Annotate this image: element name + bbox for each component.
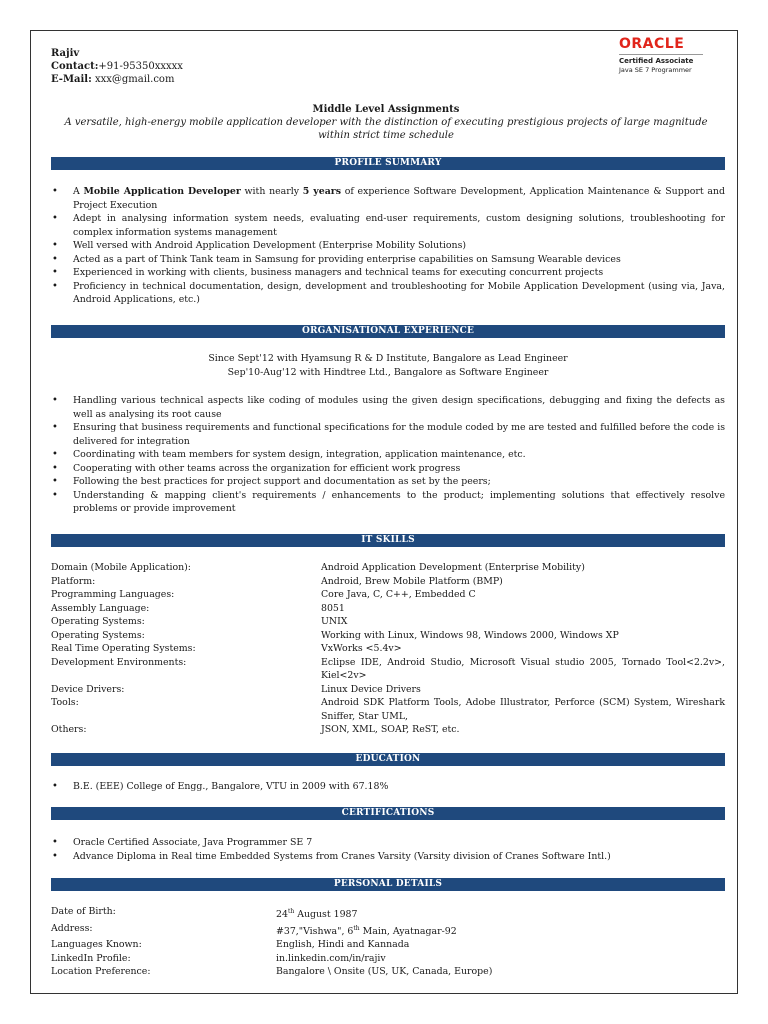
- section-header-personal-details: PERSONAL DETAILS: [51, 878, 725, 891]
- tagline-title: Middle Level Assignments: [312, 104, 460, 115]
- candidate-name: Rajiv: [51, 48, 80, 59]
- personal-row-location: Location Preference: Bangalore \ Onsite (US, UK, Canada, Europe): [51, 966, 493, 978]
- list-item: • Coordinating with team members for system design, integration, application maintenance, etc.: [51, 448, 725, 462]
- section-header-it-skills: IT SKILLS: [51, 534, 725, 547]
- list-item: • Understanding & mapping client's requirements / enhancements to the product; implementing solutions that effectively resolve problems or provide improvement: [51, 489, 725, 516]
- skill-row: Real Time Operating Systems: VxWorks <5.4v>: [51, 643, 402, 654]
- profile-summary-list: [51, 185, 725, 307]
- role-line: Since Sept'12 with Hyamsung R & D Institute, Bangalore as Lead Engineer: [208, 353, 568, 364]
- experience-roles: [51, 352, 725, 379]
- tagline-text: A versatile, high-energy mobile application developer with the distinction of executing prestigious projects of large magnitude within strict time schedule: [64, 117, 708, 141]
- section-header-organisational-experience: ORGANISATIONAL EXPERIENCE: [51, 325, 725, 338]
- contact-value: +91-95350xxxxx: [98, 61, 183, 72]
- skill-row: Others: JSON, XML, SOAP, ReST, etc.: [51, 724, 460, 735]
- contact-label: Contact:: [51, 61, 99, 72]
- education-list: [51, 780, 725, 794]
- list-item: • Adept in analysing information system needs, evaluating end-user requirements, custom designing solutions, troubleshooting for complex information systems management: [51, 212, 725, 239]
- resume-page: [30, 30, 738, 994]
- logo-divider: [619, 54, 703, 55]
- oracle-logo-word: ORACLE: [619, 36, 685, 52]
- personal-row-dob: Date of Birth: 24th August 1987: [51, 906, 358, 921]
- skill-row: Operating Systems: UNIX: [51, 616, 348, 627]
- tagline: [51, 103, 721, 142]
- list-item: • B.E. (EEE) College of Engg., Bangalore, VTU in 2009 with 67.18%: [51, 780, 725, 794]
- list-item: • A Mobile Application Developer with nearly 5 years of experience Software Development, Application Maintenance & Support and Project Execution: [51, 185, 725, 212]
- list-item: • Handling various technical aspects like coding of modules using the given design specifications, debugging and fixing the defects as well as analysing its root cause: [51, 394, 725, 421]
- email-label: E-Mail:: [51, 74, 92, 85]
- linkedin-link[interactable]: in.linkedin.com/in/rajiv: [276, 952, 386, 964]
- it-skills-table: [51, 561, 725, 737]
- oracle-certification-logo: [619, 37, 715, 75]
- skill-row: Tools: Android SDK Platform Tools, Adobe Illustrator, Perforce (SCM) System, Wireshark Sniffer, Star UML,: [51, 697, 725, 722]
- personal-details-table: [51, 905, 725, 979]
- skill-row: Programming Languages: Core Java, C, C++, Embedded C: [51, 589, 476, 600]
- list-item: • Proficiency in technical documentation, design, development and troubleshooting for Mobile Application Development (using via, Java, Android Applications, etc.): [51, 280, 725, 307]
- skill-row: Device Drivers: Linux Device Drivers: [51, 683, 421, 695]
- list-item: • Experienced in working with clients, business managers and technical teams for executing concurrent projects: [51, 266, 725, 280]
- personal-row-languages: Languages Known: English, Hindi and Kannada: [51, 939, 410, 951]
- list-item: • Oracle Certified Associate, Java Programmer SE 7: [51, 836, 725, 850]
- section-header-certifications: CERTIFICATIONS: [51, 807, 725, 820]
- list-item: • Following the best practices for project support and documentation as set by the peers;: [51, 475, 725, 489]
- skill-row: Operating Systems: Working with Linux, Windows 98, Windows 2000, Windows XP: [51, 629, 619, 641]
- list-item: • Advance Diploma in Real time Embedded Systems from Cranes Varsity (Varsity division of Cranes Software Intl.): [51, 850, 725, 864]
- contact-header: [51, 47, 183, 86]
- section-header-education: EDUCATION: [51, 753, 725, 766]
- certifications-list: [51, 836, 725, 863]
- role-line: Sep'10-Aug'12 with Hindtree Ltd., Bangalore as Software Engineer: [227, 366, 549, 378]
- list-item: • Acted as a part of Think Tank team in Samsung for providing enterprise capabilities on Samsung Wearable devices: [51, 253, 725, 267]
- email-value: xxx@gmail.com: [94, 74, 175, 85]
- logo-certified-associate: Certified Associate: [619, 57, 694, 65]
- skill-row: Development Environments: Eclipse IDE, Android Studio, Microsoft Visual studio 2005, Tornado Tool<2.2v>, Kiel<2v>: [51, 656, 725, 681]
- skill-row: Platform: Android, Brew Mobile Platform (BMP): [51, 575, 503, 587]
- logo-java-programmer: Java SE 7 Programmer: [619, 66, 692, 74]
- skill-row: Assembly Language: 8051: [51, 602, 345, 614]
- list-item: • Cooperating with other teams across the organization for efficient work progress: [51, 462, 725, 476]
- experience-list: [51, 394, 725, 516]
- personal-row-address: Address: #37,"Vishwa", 6th Main, Ayatnagar-92: [51, 922, 457, 937]
- list-item: • Ensuring that business requirements and functional specifications for the module coded by me are tested and fulfilled before the code is delivered for integration: [51, 421, 725, 448]
- list-item: • Well versed with Android Application Development (Enterprise Mobility Solutions): [51, 239, 725, 253]
- section-header-profile-summary: PROFILE SUMMARY: [51, 157, 725, 170]
- skill-row: Domain (Mobile Application): Android Application Development (Enterprise Mobility): [51, 562, 585, 573]
- personal-row-linkedin: LinkedIn Profile: in.linkedin.com/in/rajiv: [51, 952, 725, 966]
